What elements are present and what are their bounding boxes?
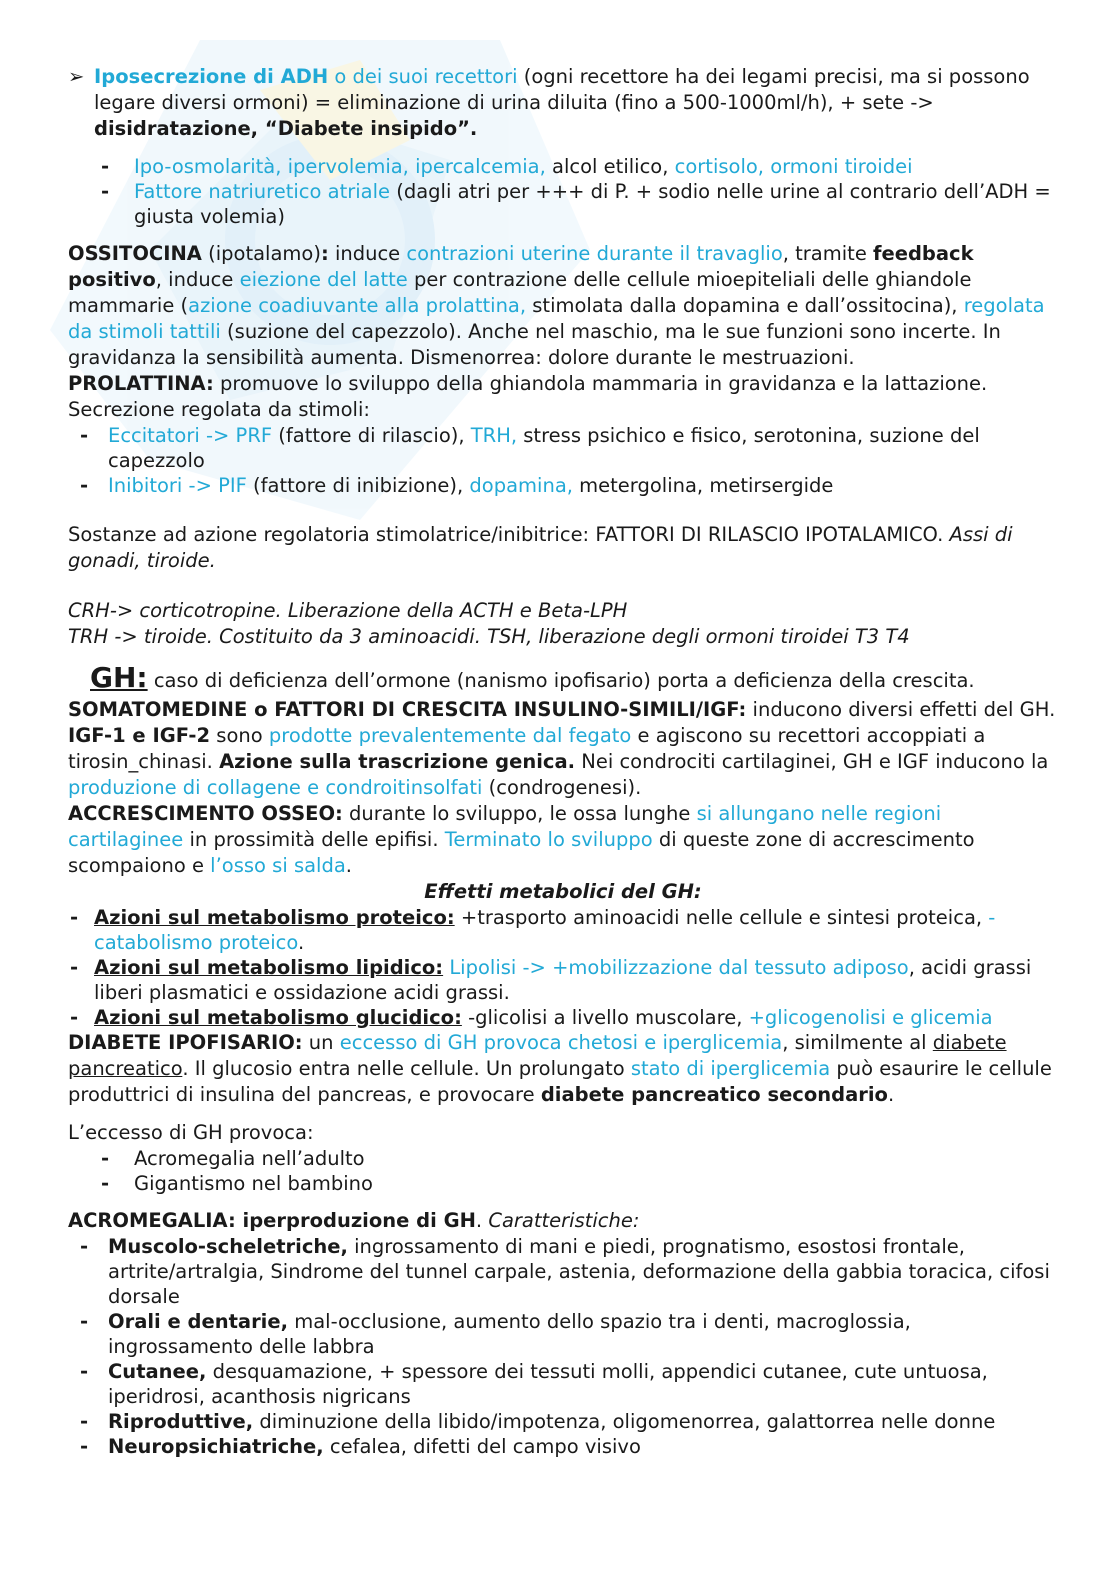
prolattina-item: - Eccitatori -> PRF (fattore di rilascio), TRH, stress psichico e fisico, serotonina, suzione del capezzolo [80,424,980,472]
gh-heading: GH: caso di deficienza dell’ormone (nanismo ipofisario) porta a deficienza della crescita. [90,661,975,694]
acromegalia-item: - Orali e dentarie, mal-occlusione, aumento dello spazio tra i denti, macroglossia, ingrossamento delle labbra [80,1310,911,1358]
adh-section: ➢ Iposecrezione di ADH o dei suoi recettori (ogni recettore ha dei legami precisi, ma si possono legare diversi ormoni) = eliminazione di urina diluita (fino a 500-1000ml/h), + sete -> disidratazione, “Diabete insipido”. [68,65,1030,140]
sostanze-paragraph: Sostanze ad azione regolatoria stimolatrice/inibitrice: FATTORI DI RILASCIO IPOTALAMICO. Assi di gonadi, tiroide. [68,523,1013,572]
eccesso-intro: L’eccesso di GH provoca: [68,1121,314,1144]
effetti-title: Effetti metabolici del GH: [424,880,702,903]
eccesso-item: - Acromegalia nell’adulto [101,1147,365,1170]
prolattina-paragraph: PROLATTINA: promuove lo sviluppo della ghiandola mammaria in gravidanza e la lattazione. [68,372,988,395]
prolattina-sub: Secrezione regolata da stimoli: [68,398,370,421]
accrescimento-paragraph: ACCRESCIMENTO OSSEO: durante lo sviluppo, le ossa lunghe si allungano nelle regioni cartilaginee in prossimità delle epifisi. Terminato lo sviluppo di queste zone di accrescimento scompaiono e l’osso si salda. [68,802,975,877]
diabete-paragraph: DIABETE IPOFISARIO: un eccesso di GH provoca chetosi e iperglicemia, similmente al diabete pancreatico. Il glucosio entra nelle cellule. Un prolungato stato di iperglicemia può esaurire le cellule produttrici di insulina del pancreas, e provocare diabete pancreatico secondario. [68,1031,1052,1106]
acromegalia-item: - Riproduttive, diminuzione della libido/impotenza, oligomenorrea, galattorrea nelle donne [80,1410,996,1433]
effetti-item: - Azioni sul metabolismo lipidico: Lipolisi -> +mobilizzazione dal tessuto adiposo, acidi grassi liberi plasmatici e ossidazione acidi grassi. [70,956,1032,1004]
arrow-bullet-icon: ➢ [68,65,85,88]
acromegalia-heading: ACROMEGALIA: iperproduzione di GH. Caratteristiche: [68,1209,640,1232]
effetti-item: - Azioni sul metabolismo proteico: +trasporto aminoacidi nelle cellule e sintesi proteica, -catabolismo proteico. [70,906,996,954]
ossitocina-paragraph: OSSITOCINA (ipotalamo): induce contrazioni uterine durante il travaglio, tramite feedback positivo, induce eiezione del latte per contrazione delle cellule mioepiteliali delle ghiandole mammarie (azione coadiuvante alla prolattina, stimolata dalla dopamina e dall’ossitocina), regolata da stimoli tattili (suzione del capezzolo). Anche nel maschio, ma le sue funzioni sono incerte. In gravidanza la sensibilità aumenta. Dismenorrea: dolore durante le mestruazioni. [68,242,1045,369]
document-body [68,64,1058,1459]
adh-item: - Ipo-osmolarità, ipervolemia, ipercalcemia, alcol etilico, cortisolo, ormoni tiroidei [101,155,913,178]
eccesso-item: - Gigantismo nel bambino [101,1172,373,1195]
adh-item: - Fattore natriuretico atriale (dagli atri per +++ di P. + sodio nelle urine al contrario dell’ADH = giusta volemia) [101,180,1051,228]
trh-line: TRH -> tiroide. Costituito da 3 aminoacidi. TSH, liberazione degli ormoni tiroidei T3 T4 [68,625,910,648]
prolattina-item: - Inibitori -> PIF (fattore di inibizione), dopamina, metergolina, metirsergide [80,474,834,497]
acromegalia-item: - Cutanee, desquamazione, + spessore dei tessuti molli, appendici cutanee, cute untuosa, iperidrosi, acanthosis nigricans [80,1360,988,1408]
somatomedine-paragraph: SOMATOMEDINE o FATTORI DI CRESCITA INSULINO-SIMILI/IGF: inducono diversi effetti del GH. IGF-1 e IGF-2 sono prodotte prevalentemente dal fegato e agiscono su recettori accoppiati a tirosin_chinasi. Azione sulla trascrizione genica. Nei condrociti cartilaginei, GH e IGF inducono la produzione di collagene e condroitinsolfati (condrogenesi). [68,698,1056,799]
crh-line: CRH-> corticotropine. Liberazione della ACTH e Beta-LPH [68,599,628,622]
effetti-item: - Azioni sul metabolismo glucidico: -glicolisi a livello muscolare, +glicogenolisi e glicemia [70,1006,993,1029]
acromegalia-item: - Muscolo-scheletriche, ingrossamento di mani e piedi, prognatismo, esostosi frontale, artrite/artralgia, Sindrome del tunnel carpale, astenia, deformazione della gabbia toracica, cifosi dorsale [80,1235,1050,1308]
acromegalia-item: - Neuropsichiatriche, cefalea, difetti del campo visivo [80,1435,641,1458]
